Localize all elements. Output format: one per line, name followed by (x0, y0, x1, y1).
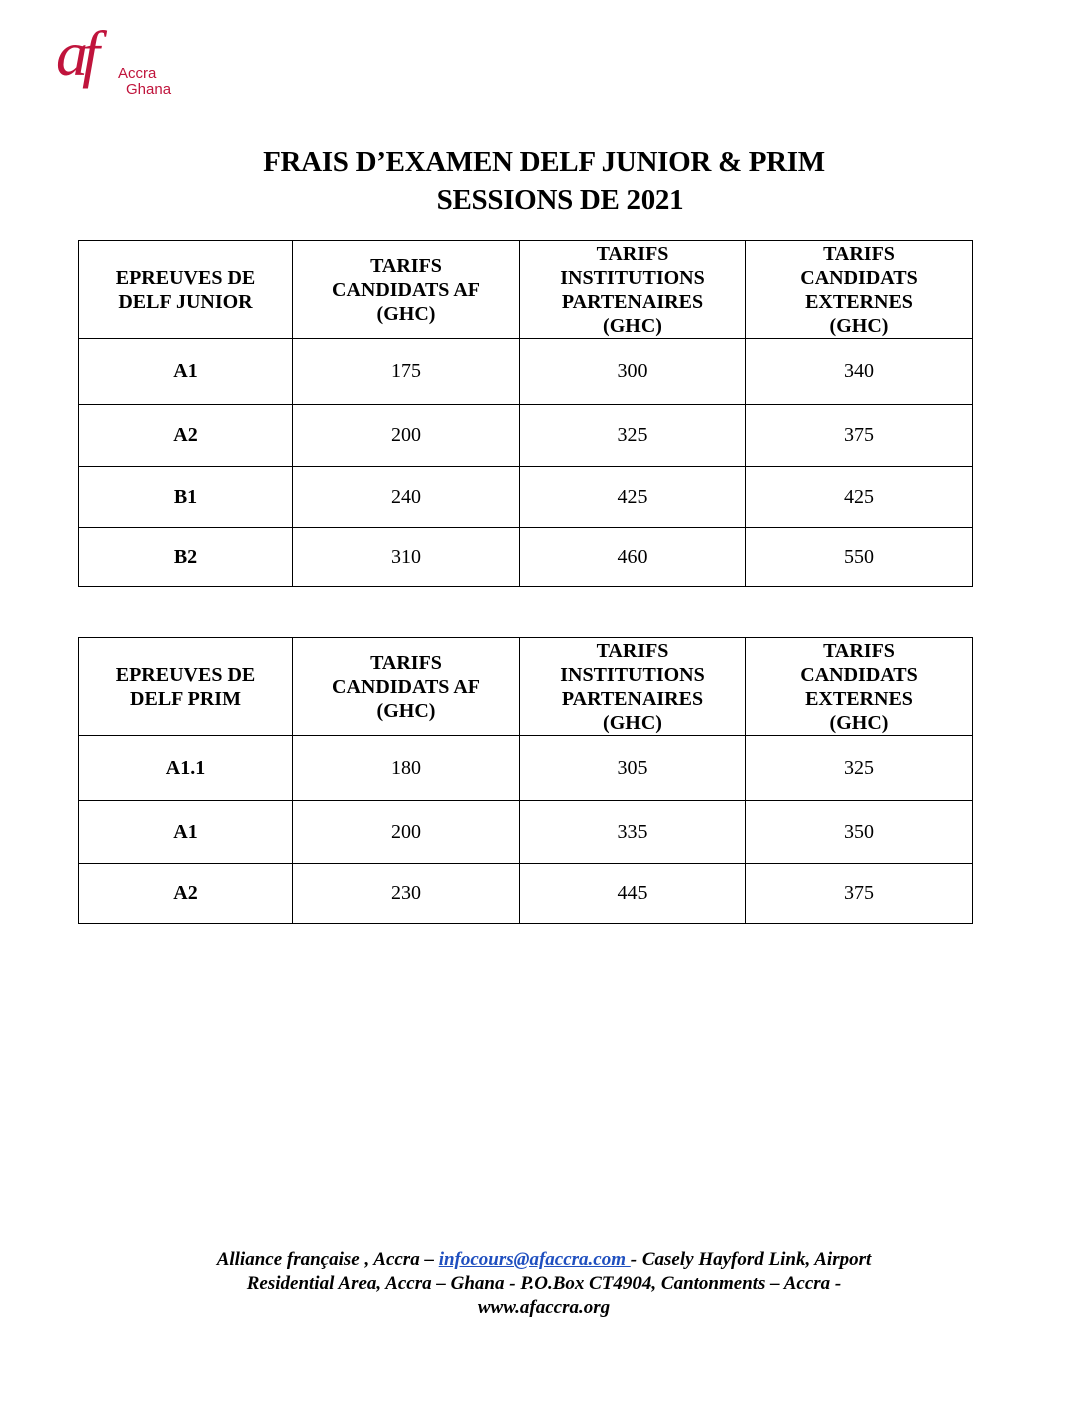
price-cell-af: 200 (293, 405, 520, 467)
page-subtitle: SESSIONS DE 2021 (436, 184, 684, 216)
header-line: (GHC) (603, 711, 662, 734)
level-cell: B1 (79, 467, 293, 528)
table-row (79, 339, 973, 405)
footer-website: www.afaccra.org (477, 1297, 611, 1318)
level-cell: A1 (79, 801, 293, 864)
price-cell-institutions: 305 (520, 736, 746, 801)
table-row (79, 736, 973, 801)
page-title: FRAIS D’EXAMEN DELF JUNIOR & PRIM (263, 146, 825, 178)
table-row (79, 467, 973, 528)
header-cell-epreuves (79, 241, 293, 339)
header-cell-institutions (520, 241, 746, 339)
header-line: TARIFS (370, 651, 442, 674)
logo-country: Ghana (126, 81, 172, 98)
header-cell-externes (746, 241, 973, 339)
header-line: DELF PRIM (130, 687, 241, 710)
price-cell-af: 175 (293, 339, 520, 405)
header-line: EPREUVES DE (115, 663, 256, 686)
footer-line-2: Residential Area, Accra – Ghana - P.O.Box CT4904, Cantonments – Accra - (246, 1273, 842, 1294)
footer-org: Alliance française , Accra – (216, 1249, 439, 1270)
footer-address: - Casely Hayford Link, Airport (630, 1249, 872, 1270)
level-cell: B2 (79, 528, 293, 587)
price-cell-af: 180 (293, 736, 520, 801)
price-cell-institutions: 300 (520, 339, 746, 405)
header-line: DELF JUNIOR (118, 290, 253, 313)
header-line: (GHC) (603, 314, 662, 337)
price-cell-institutions: 335 (520, 801, 746, 864)
price-cell-externes: 340 (746, 339, 973, 405)
header-line: INSTITUTIONS (560, 663, 705, 686)
table-row (79, 864, 973, 924)
header-line: (GHC) (829, 711, 889, 734)
table-header-row (79, 638, 973, 736)
price-cell-externes: 425 (746, 467, 973, 528)
header-line: CANDIDATS (800, 266, 918, 289)
header-line: TARIFS (596, 242, 669, 265)
delf-prim-fees-table (78, 637, 973, 924)
table-header-row (79, 241, 973, 339)
table-row (79, 405, 973, 467)
price-cell-externes: 375 (746, 864, 973, 924)
header-line: CANDIDATS (800, 663, 918, 686)
price-cell-af: 310 (293, 528, 520, 587)
price-cell-externes: 550 (746, 528, 973, 587)
header-cell-candidats-af (293, 638, 520, 736)
header-line: TARIFS (370, 254, 442, 277)
price-cell-externes: 375 (746, 405, 973, 467)
price-cell-institutions: 460 (520, 528, 746, 587)
header-line: CANDIDATS AF (332, 278, 480, 301)
table-row (79, 801, 973, 864)
footer-email-link[interactable]: infocours@afaccra.com (438, 1249, 631, 1270)
header-line: (GHC) (829, 314, 889, 337)
level-cell: A2 (79, 405, 293, 467)
level-cell: A1 (79, 339, 293, 405)
price-cell-institutions: 425 (520, 467, 746, 528)
header-line: CANDIDATS AF (332, 675, 480, 698)
header-line: INSTITUTIONS (560, 266, 705, 289)
header-cell-epreuves (79, 638, 293, 736)
logo-mark: af (56, 18, 94, 89)
header-line: EPREUVES DE (115, 266, 256, 289)
header-cell-externes (746, 638, 973, 736)
price-cell-externes: 325 (746, 736, 973, 801)
header-cell-institutions (520, 638, 746, 736)
header-line: (GHC) (376, 699, 436, 722)
header-line: TARIFS (596, 639, 669, 662)
logo-city: Accra (118, 65, 157, 82)
logo (52, 18, 172, 112)
table-row (79, 528, 973, 587)
price-cell-af: 230 (293, 864, 520, 924)
level-cell: A2 (79, 864, 293, 924)
price-cell-institutions: 325 (520, 405, 746, 467)
header-line: PARTENAIRES (561, 290, 704, 313)
header-line: EXTERNES (805, 290, 913, 313)
price-cell-af: 200 (293, 801, 520, 864)
header-line: TARIFS (823, 639, 895, 662)
price-cell-af: 240 (293, 467, 520, 528)
header-line: (GHC) (376, 302, 436, 325)
header-cell-candidats-af (293, 241, 520, 339)
header-line: EXTERNES (805, 687, 913, 710)
footer-line-1 (0, 1248, 1088, 1272)
price-cell-institutions: 445 (520, 864, 746, 924)
price-cell-externes: 350 (746, 801, 973, 864)
level-cell: A1.1 (79, 736, 293, 801)
header-line: TARIFS (823, 242, 895, 265)
delf-junior-fees-table (78, 240, 973, 587)
header-line: PARTENAIRES (561, 687, 704, 710)
